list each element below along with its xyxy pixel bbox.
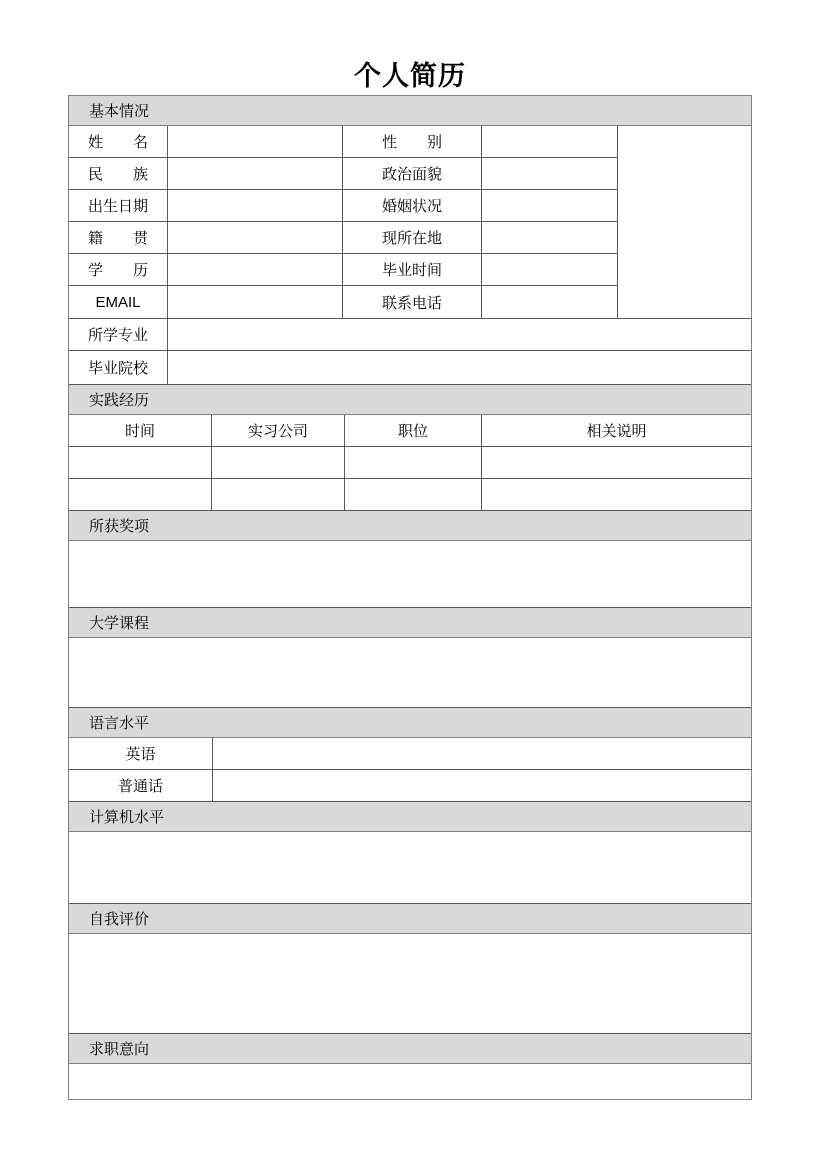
phone-label: 联系电话 (343, 286, 482, 318)
practice-col-position: 职位 (345, 415, 482, 446)
practice-time-field[interactable] (69, 447, 212, 478)
practice-time-field[interactable] (69, 479, 212, 510)
resume-table (68, 95, 752, 1100)
section-label-practice: 实践经历 (89, 392, 150, 409)
job-intention-content-area[interactable] (69, 1064, 751, 1099)
gender-label: 性 别 (343, 126, 482, 157)
birthdate-label: 出生日期 (69, 190, 168, 221)
current-location-field[interactable] (482, 222, 617, 253)
practice-col-company: 实习公司 (212, 415, 345, 446)
practice-description-field[interactable] (482, 447, 751, 478)
basic-info-rows (69, 126, 617, 318)
section-header-language (69, 708, 751, 738)
awards-content-area[interactable] (69, 541, 751, 608)
language-row-mandarin (69, 770, 751, 802)
major-row (69, 319, 751, 351)
major-field[interactable] (168, 319, 751, 350)
education-field[interactable] (168, 254, 343, 285)
school-row (69, 351, 751, 385)
english-label: 英语 (69, 738, 213, 769)
section-label-self-evaluation: 自我评价 (89, 911, 150, 928)
section-label-courses: 大学课程 (89, 615, 150, 632)
mandarin-label: 普通话 (69, 770, 213, 801)
section-label-awards: 所获奖项 (89, 518, 150, 535)
email-label: EMAIL (69, 286, 168, 318)
basic-row-education-gradtime (69, 254, 617, 286)
political-status-field[interactable] (482, 158, 617, 189)
basic-row-name-gender (69, 126, 617, 158)
ethnicity-field[interactable] (168, 158, 343, 189)
basic-info-grid (69, 126, 751, 319)
ethnicity-label: 民 族 (69, 158, 168, 189)
practice-row (69, 479, 751, 511)
graduation-time-field[interactable] (482, 254, 617, 285)
school-field[interactable] (168, 351, 751, 384)
marital-status-field[interactable] (482, 190, 617, 221)
native-place-field[interactable] (168, 222, 343, 253)
computer-content-area[interactable] (69, 832, 751, 904)
mandarin-level-field[interactable] (213, 770, 751, 801)
photo-placeholder[interactable] (617, 126, 751, 318)
language-row-english (69, 738, 751, 770)
education-label: 学 历 (69, 254, 168, 285)
phone-field[interactable] (482, 286, 617, 318)
native-place-label: 籍 贯 (69, 222, 168, 253)
practice-row (69, 447, 751, 479)
email-field[interactable] (168, 286, 343, 318)
practice-col-time: 时间 (69, 415, 212, 446)
practice-columns-row (69, 415, 751, 447)
english-level-field[interactable] (213, 738, 751, 769)
self-evaluation-content-area[interactable] (69, 934, 751, 1034)
section-header-self-evaluation (69, 904, 751, 934)
current-location-label: 现所在地 (343, 222, 482, 253)
practice-description-field[interactable] (482, 479, 751, 510)
section-label-computer: 计算机水平 (89, 809, 165, 826)
basic-row-birthdate-marital (69, 190, 617, 222)
name-label: 姓 名 (69, 126, 168, 157)
major-label: 所学专业 (69, 319, 168, 350)
graduation-time-label: 毕业时间 (343, 254, 482, 285)
section-label-job-intention: 求职意向 (89, 1041, 150, 1058)
name-field[interactable] (168, 126, 343, 157)
basic-row-email-phone (69, 286, 617, 318)
practice-position-field[interactable] (345, 447, 482, 478)
basic-row-nativeplace-location (69, 222, 617, 254)
political-status-label: 政治面貌 (343, 158, 482, 189)
courses-content-area[interactable] (69, 638, 751, 708)
section-label-language: 语言水平 (89, 715, 150, 732)
section-header-practice (69, 385, 751, 415)
section-header-job-intention (69, 1034, 751, 1064)
practice-company-field[interactable] (212, 447, 345, 478)
school-label: 毕业院校 (69, 351, 168, 384)
basic-row-ethnicity-political (69, 158, 617, 190)
section-header-basic (69, 96, 751, 126)
section-header-courses (69, 608, 751, 638)
practice-company-field[interactable] (212, 479, 345, 510)
marital-status-label: 婚姻状况 (343, 190, 482, 221)
gender-field[interactable] (482, 126, 617, 157)
practice-col-description: 相关说明 (586, 423, 647, 440)
page-title: 个人简历 (354, 61, 466, 91)
section-label-basic: 基本情况 (89, 103, 150, 120)
birthdate-field[interactable] (168, 190, 343, 221)
section-header-computer (69, 802, 751, 832)
practice-position-field[interactable] (345, 479, 482, 510)
section-header-awards (69, 511, 751, 541)
